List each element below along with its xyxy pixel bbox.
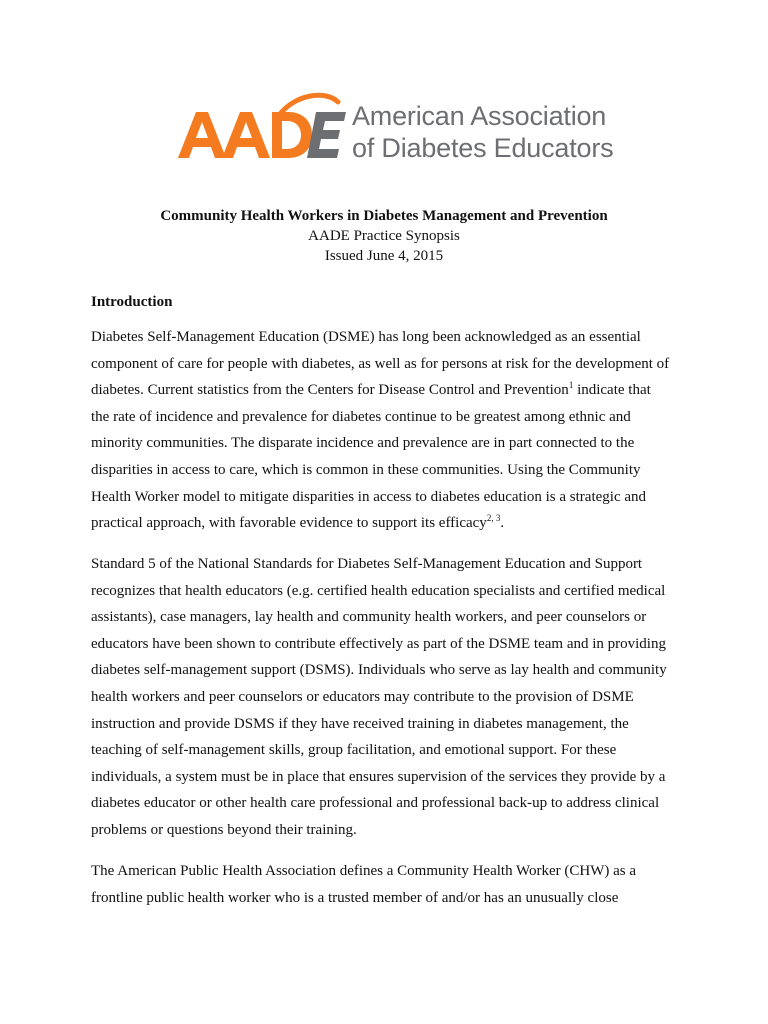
paragraph-1 [91, 324, 681, 537]
paragraph-3 [91, 858, 681, 911]
paragraph-line: instruction and provide DSMS if they have received training in diabetes management, the [91, 715, 629, 732]
paragraph-line: assistants), case managers, lay health and community health workers, and peer counselors or [91, 609, 647, 626]
logo-name-line2: of Diabetes Educators [352, 133, 614, 163]
section-heading-introduction: Introduction [91, 294, 173, 310]
paragraph-line: practical approach, with favorable evidence to support its efficacy$^{2, 3}$. [91, 513, 505, 532]
footnote-ref: 1 [568, 380, 574, 391]
paragraph-line: frontline public health worker who is a trusted member of and/or has an unusually close [91, 889, 619, 906]
paragraph-2 [91, 551, 681, 844]
logo-name-line1: American Association [352, 101, 607, 131]
aade-logo-mark-icon [176, 92, 348, 172]
document-issued-date: Issued June 4, 2015 [324, 248, 444, 264]
document-title: Community Health Workers in Diabetes Management and Prevention [160, 208, 608, 224]
paragraph-line: teaching of self-management skills, group facilitation, and emotional support. For these [91, 742, 617, 759]
paragraph-line: The American Public Health Association defines a Community Health Worker (CHW) as a [91, 863, 637, 879]
paragraph-line: diabetes self-management support (DSMS). Individuals who serve as lay health and community [91, 662, 667, 679]
paragraph-line: individuals, a system must be in place that ensures supervision of the services they provide by a [91, 768, 666, 785]
aade-logo-wordmark [352, 100, 613, 164]
paragraph-line: recognizes that health educators (e.g. certified health education specialists and certified medical [91, 582, 666, 599]
paragraph-line: Diabetes Self-Management Education (DSME) has long been acknowledged as an essential [91, 329, 641, 345]
paragraph-line: Health Worker model to mitigate disparities in access to diabetes education is a strategic and [91, 488, 647, 505]
paragraph-line: diabetes educator or other health care professional and professional back-up to address clinical [91, 795, 660, 812]
aade-logo [176, 92, 614, 172]
document-heading [0, 206, 768, 266]
document-subtitle: AADE Practice Synopsis [308, 228, 460, 244]
footnote-ref: 2, 3 [486, 513, 501, 524]
paragraph-line: problems or questions beyond their training. [91, 821, 357, 838]
paragraph-line: Standard 5 of the National Standards for Diabetes Self-Management Education and Support [91, 556, 643, 572]
paragraph-line: component of care for people with diabetes, as well as for persons at risk for the development of [91, 355, 670, 372]
paragraph-line: disparities in access to care, which is common in these communities. Using the Community [91, 461, 641, 478]
paragraph-line: the rate of incidence and prevalence for diabetes continue to be greatest among ethnic and [91, 408, 631, 425]
paragraph-line: diabetes. Current statistics from the Centers for Disease Control and Prevention$^1$ indicate that [91, 380, 651, 399]
paragraph-line: educators have been shown to contribute effectively as part of the DSME team and in providing [91, 635, 666, 652]
paragraph-line: minority communities. The disparate incidence and prevalence are in part connected to the [91, 435, 635, 452]
paragraph-line: health workers and peer counselors or educators may contribute to the provision of DSME [91, 688, 634, 705]
